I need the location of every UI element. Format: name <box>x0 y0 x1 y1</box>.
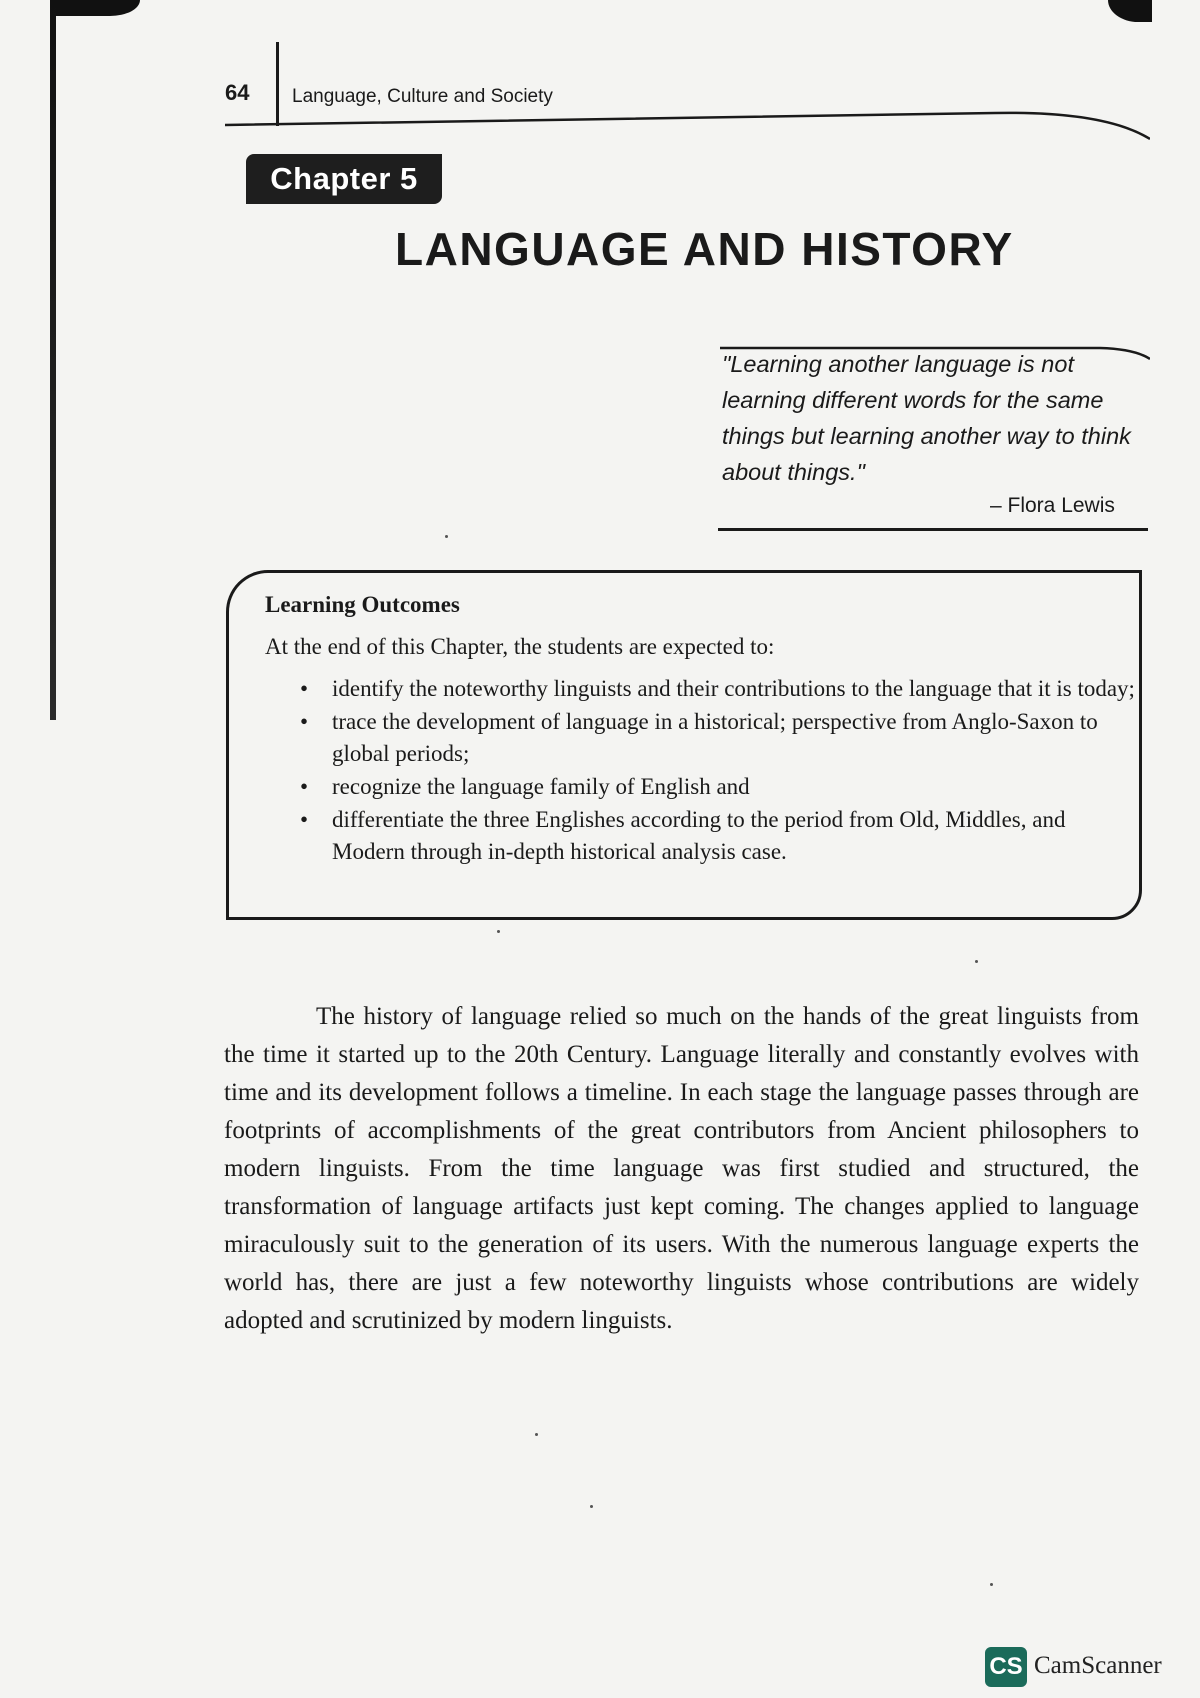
list-item <box>290 804 1135 868</box>
epigraph-quote: "Learning another language is not learning different words for the same things but learning another way to think about things." <box>722 351 1131 485</box>
scan-speck <box>497 930 500 933</box>
scan-edge-artifact <box>50 0 140 16</box>
camscanner-watermark: CamScanner <box>1034 1652 1162 1679</box>
epigraph-attribution: – Flora Lewis <box>990 494 1115 517</box>
chapter-label: Chapter 5 <box>246 154 442 204</box>
bullet-icon: • <box>300 709 309 734</box>
camscanner-logo: CS <box>985 1647 1027 1687</box>
page-number: 64 <box>225 80 250 105</box>
scan-speck <box>590 1505 593 1508</box>
list-item <box>290 771 1135 803</box>
running-title: Language, Culture and Society <box>292 86 553 107</box>
learning-outcomes-intro: At the end of this Chapter, the students are expected to: <box>265 634 775 659</box>
scan-speck <box>990 1583 993 1586</box>
epigraph-bottom-rule <box>718 528 1148 531</box>
learning-outcomes-list <box>290 673 1135 869</box>
header-rule <box>225 111 1150 141</box>
bullet-icon: • <box>300 774 309 799</box>
bullet-icon: • <box>300 676 309 701</box>
body-paragraph: The history of language relied so much on the hands of the great linguists from the time it started up to the 20th Century. Language literally and constantly evolves with time and its development follows a timeline. In each stage the language passes through are footprints of accomplishments of the great contributors from Ancient philosophers to modern linguists. From the time language was first studied and structured, the transformation of language artifacts just kept coming. The changes applied to language miraculously suit to the generation of its users. With the numerous language experts the world has, there are just a few noteworthy linguists whose contributions are widely adopted and scrutinized by modern linguists. <box>224 1003 1139 1334</box>
list-item-text: recognize the language family of English and <box>332 774 750 799</box>
list-item <box>290 706 1135 770</box>
scan-speck <box>535 1433 538 1436</box>
scan-edge-artifact <box>1108 0 1152 22</box>
list-item-text: identify the noteworthy linguists and their contributions to the language that it is today; <box>332 676 1135 701</box>
bullet-icon: • <box>300 807 309 832</box>
learning-outcomes-heading: Learning Outcomes <box>265 592 460 617</box>
scan-speck <box>975 960 978 963</box>
scan-edge-artifact <box>50 0 56 720</box>
chapter-title: LANGUAGE AND HISTORY <box>395 223 1014 275</box>
list-item-text: differentiate the three Englishes according to the period from Old, Middles, and Modern through in-depth historical analysis case. <box>332 807 1066 864</box>
list-item-text: trace the development of language in a historical; perspective from Anglo-Saxon to global periods; <box>332 709 1098 766</box>
scan-speck <box>445 535 448 538</box>
list-item <box>290 673 1135 705</box>
